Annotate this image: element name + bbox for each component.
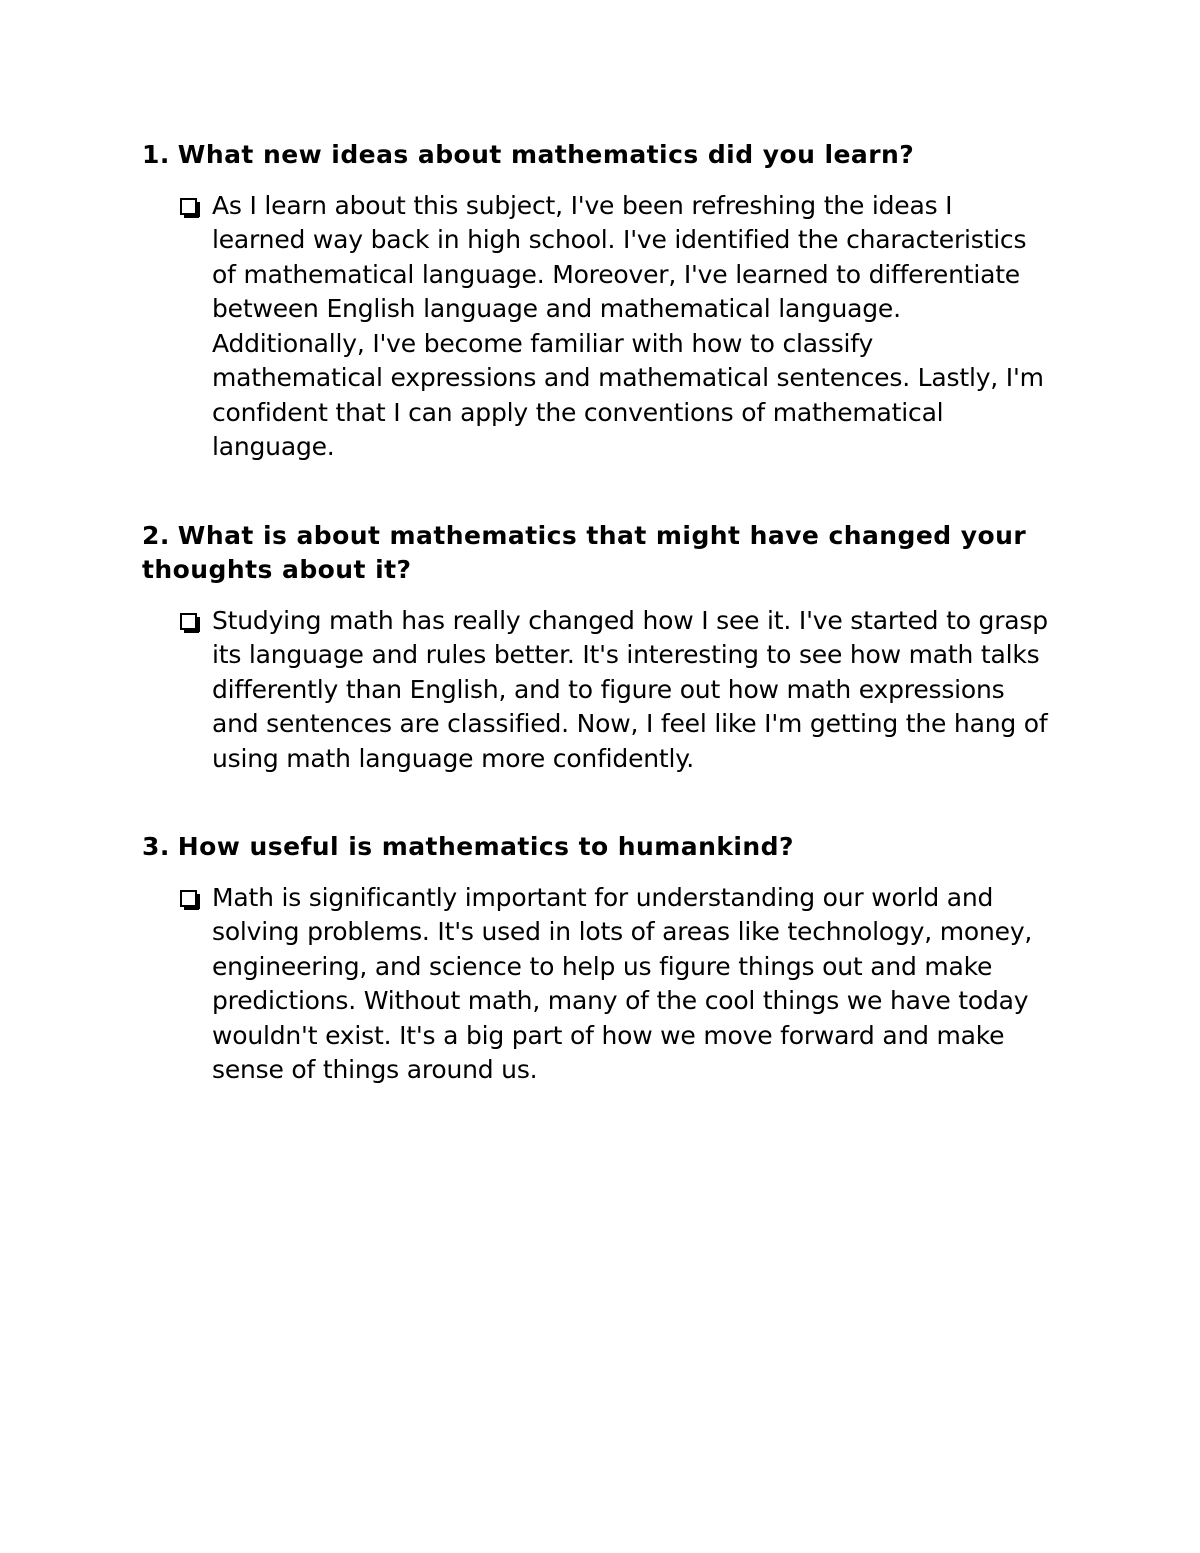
question-heading-2	[142, 519, 1050, 588]
question-heading-3	[142, 830, 1050, 865]
question-section-2	[142, 519, 1050, 777]
checkbox-bullet-icon	[180, 890, 197, 907]
answer-item-2	[180, 604, 1050, 777]
question-section-3	[142, 830, 1050, 1088]
checkbox-bullet-icon	[180, 613, 197, 630]
question-text-1: What new ideas about mathematics did you learn?	[177, 140, 915, 169]
question-section-1	[142, 138, 1050, 465]
answer-text-2: Studying math has really changed how I see it. I've started to grasp its language and rules better. It's interesting to see how math talks differently than English, and to figure out how math expressions and sentences are classified. Now, I feel like I'm getting the hang of using math language more confidently.	[212, 605, 1048, 773]
answer-text-1: As I learn about this subject, I've been refreshing the ideas I learned way back in high school. I've identified the characteristics of mathematical language. Moreover, I've learned to differentiate between English language and mathematical language. Additionally, I've become familiar with how to classify mathematical expressions and mathematical sentences. Lastly, I'm confident that I can apply the conventions of mathematical language.	[212, 190, 1044, 461]
answer-text-3: Math is significantly important for understanding our world and solving problems. It's used in lots of areas like technology, money, engineering, and science to help us figure things out and make predictions. Without math, many of the cool things we have today wouldn't exist. It's a big part of how we move forward and make sense of things around us.	[212, 882, 1033, 1084]
question-text-3: How useful is mathematics to humankind?	[177, 832, 794, 861]
answer-item-1	[180, 189, 1050, 465]
question-number-1: 1.	[142, 140, 170, 169]
answer-item-3	[180, 881, 1050, 1088]
checkbox-bullet-icon	[180, 198, 197, 215]
question-text-2: What is about mathematics that might have changed your thoughts about it?	[142, 520, 1027, 584]
question-number-3: 3.	[142, 832, 170, 861]
question-number-2: 2.	[142, 520, 170, 550]
question-heading-1	[142, 138, 1050, 173]
